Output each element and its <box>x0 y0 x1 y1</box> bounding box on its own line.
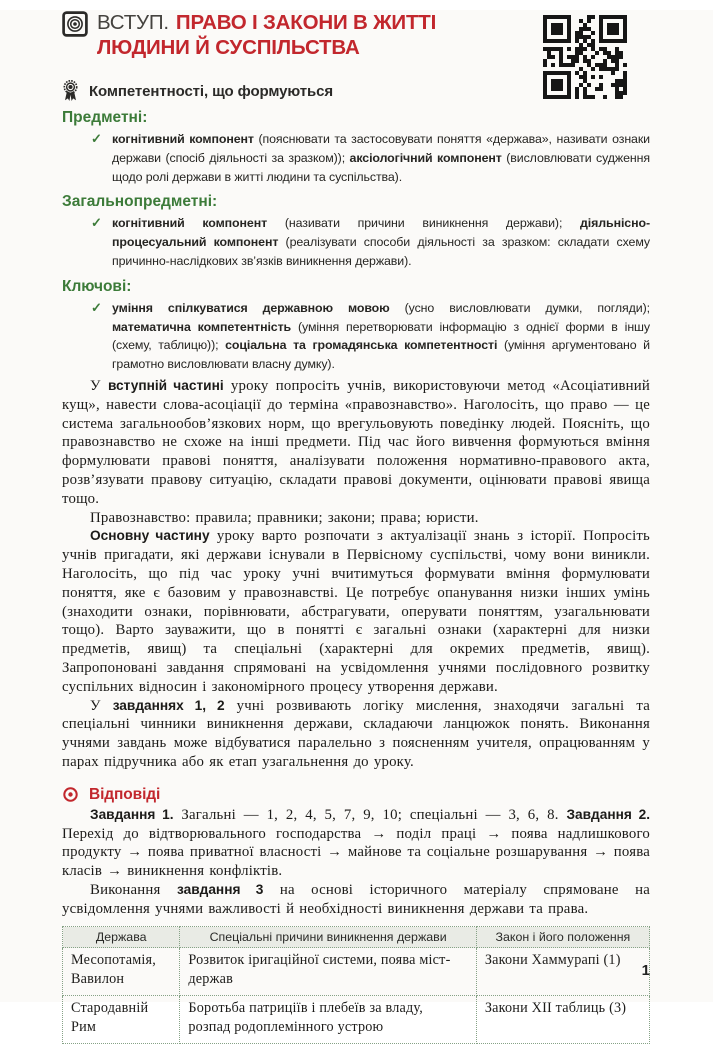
text-run: У <box>90 377 108 394</box>
qr-code <box>543 15 627 99</box>
paragraph <box>62 509 650 528</box>
answers-heading: Відповіді <box>89 785 161 803</box>
text-run: уроку варто розпочати з актуалізації знань з історії. Попросіть учнів пригадати, які держави існували в Первісному суспільстві, чому вони виникли. Наголосіть, що під час уроку учні вчитимуться формувати вміння формулювати поняття, яке є базовим у правознавстві. Це потребує опанування низки інших умінь (знаходити ознаки, порівнювати, абстрагувати, оперувати поняттям, узагальнювати тощо). Варто зауважити, що в понятті є загальні ознаки (характерні для низки предметів, явищ) та спеціальні (характерні для окремих предметів, явищ). Запропоновані завдання спрямовані на усвідомлення учнями послідовного розвитку суспільних відносин і закономірного процесу утворення держави. <box>62 528 650 695</box>
table-cell: Закони Хаммурапі (1) <box>476 948 649 996</box>
text-run: (уміння аргументовано й грамотно висловлювати власну думку). <box>112 338 650 372</box>
emphasis-text: уміння спілкуватися державною мовою <box>112 300 390 315</box>
emphasis-text: Завдання 1. <box>90 806 174 822</box>
paragraph <box>62 527 650 696</box>
text-run: (уміння перетворювати інформацію з однієї форми в іншу (схему, таблицю)); <box>112 319 650 353</box>
page-number: 1 <box>641 962 650 979</box>
target-icon <box>62 11 88 42</box>
table-cell: Закони XII таблиць (3) <box>476 996 649 1044</box>
qr-module <box>623 95 627 99</box>
competency-list <box>62 299 650 374</box>
text-run: Виконання <box>90 881 177 898</box>
paragraph <box>62 806 650 881</box>
emphasis-text: Основну частину <box>90 528 210 544</box>
emphasis-text: математична компетентність <box>112 319 292 334</box>
competency-group-label: Загальнопредметні: <box>62 193 218 211</box>
chapter-header <box>62 10 532 60</box>
check-icon: ✓ <box>91 131 102 146</box>
chapter-intro-label: ВСТУП. <box>97 11 169 34</box>
text-run: (називати причини виникнення держави); <box>267 216 581 231</box>
paragraph <box>62 697 650 772</box>
answers-header <box>62 786 651 804</box>
text-run: уроку попросіть учнів, використовуючи метод «Асоціативний кущ», навести слова-асоціації до терміна «правознавство». Наголосіть, що право — це система загальнообов’язкових норм, що врегульовують поведінку людей. Поясніть, що правознавство не схоже на інші предмети. Під час його вивчення формуються вміння формулювати правові поняття, аналізувати положення нормативно-правового акта, розв’язувати правову ситуацію, складати правові документи, оцінювати правові явища тощо. <box>62 377 650 507</box>
emphasis-text: когнітивний компонент <box>112 132 254 146</box>
emphasis-text: вступній частині <box>107 377 224 393</box>
table-cell: Розвиток іригаційної системи, поява міст-держав <box>180 948 476 996</box>
competency-group-label: Ключові: <box>62 277 132 295</box>
table-cell: Месопотамія, Вавилон <box>63 948 180 996</box>
paragraph <box>62 881 650 919</box>
book-page <box>0 10 713 1035</box>
emphasis-text: діяльнісно-процесуальний компонент <box>112 216 650 250</box>
emphasis-text: Завдання 2. <box>566 806 651 822</box>
answers-text <box>62 806 650 919</box>
table-header-cell: Держава <box>63 927 180 948</box>
table-cell: Боротьба патриціїв і плебеїв за владу, розпад родоплемінного устрою <box>180 996 476 1044</box>
text-run: (пояснювати та застосовувати поняття «держава», називати ознаки держави (спосіб діяльності за зразком)); <box>112 132 650 165</box>
competency-item <box>62 299 650 374</box>
check-icon: ✓ <box>91 215 102 231</box>
eye-icon <box>62 786 79 803</box>
competency-group-label: Предметні: <box>62 109 148 126</box>
text-run: учні розвивають логіку мислення, знаходячи загальні та спеціальні чинники виникнення держави, складаючи ланцюжок понять. Виконання учнями завдань може відбуватися паралельно з поясненням учителя, опрацюванням у парах підручника або як етап узагальнення до уроку. <box>62 697 650 770</box>
competencies-section <box>0 80 713 374</box>
check-icon: ✓ <box>91 299 102 315</box>
text-run: (висловлювати судження щодо ролі держави в житті людини та суспільства). <box>112 150 650 184</box>
competency-groups <box>62 109 650 374</box>
table-row <box>63 948 650 996</box>
chapter-title-text: ПРАВО І ЗАКОНИ В ЖИТТІ ЛЮДИНИ Й СУСПІЛЬСТВА <box>97 11 437 59</box>
competencies-heading: Компетентності, що формуються <box>89 82 334 100</box>
medal-icon <box>62 80 79 102</box>
text-run: У <box>90 697 113 714</box>
answers-table <box>62 926 650 1044</box>
text-run: Перехід до відтворювального господарства → поділ праці → поява надлишкового продукту → поява приватної власності → майнове та соціальне розшарування → поява класів → виникнення конфліктів. <box>62 825 650 880</box>
paragraph <box>62 377 650 509</box>
text-run: Загальні — 1, 2, 4, 5, 7, 9, 10; спеціальні — 3, 6, 8. <box>173 806 567 823</box>
answers-section <box>0 786 713 919</box>
competency-list <box>62 214 650 270</box>
table-header-cell: Закон і його положення <box>476 927 649 948</box>
competency-item <box>62 214 650 270</box>
emphasis-text: завданнях 1, 2 <box>112 697 225 713</box>
table-row <box>63 996 650 1044</box>
emphasis-text: когнітивний компонент <box>112 216 268 231</box>
text-run: на основі історичного матеріалу спрямоване на усвідомлення учнями важливості й необхідності виникнення держави та права. <box>62 881 650 917</box>
text-run: (усно висловлювати думки, погляди); <box>389 300 650 315</box>
text-run: Правознавство: правила; правники; закони; права; юристи. <box>90 509 479 526</box>
emphasis-text: завдання 3 <box>176 881 264 897</box>
competency-list <box>62 130 650 186</box>
emphasis-text: аксіологічний компонент <box>349 150 502 165</box>
table-header-row <box>63 927 650 948</box>
chapter-title <box>97 10 527 60</box>
text-run: (реалізувати способи діяльності за зразком: складати схему причинно-наслідкових зв’язків виникнення держави). <box>112 235 650 268</box>
table-cell: Стародавній Рим <box>63 996 180 1044</box>
emphasis-text: соціальна та громадянська компетентності <box>225 338 498 353</box>
competency-item <box>62 130 650 186</box>
table-header-cell: Спеціальні причини виникнення держави <box>180 927 476 948</box>
lesson-guidance <box>62 377 650 772</box>
